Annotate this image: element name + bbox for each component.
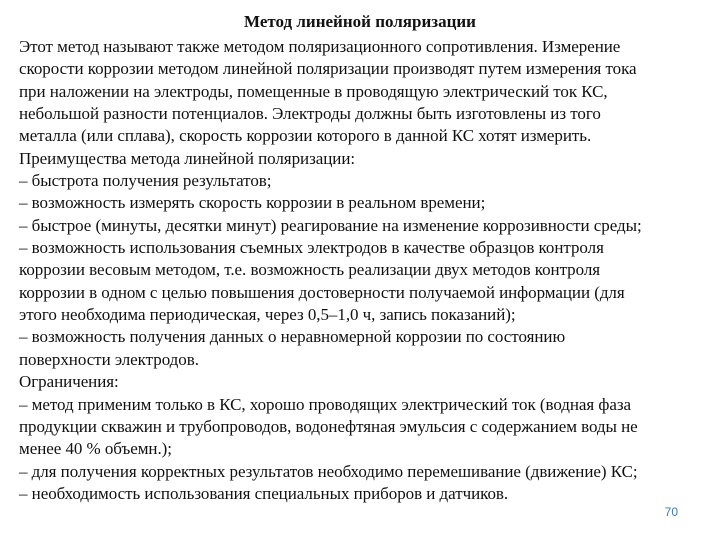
document-title: Метод линейной поляризации xyxy=(244,12,476,31)
list-item: – быстрота получения результатов; xyxy=(19,171,272,191)
text-line: продукции скважин и трубопроводов, водонефтяная эмульсия с содержанием воды не xyxy=(19,416,638,436)
list-item: – метод применим только в КС, хорошо проводящих электрический ток (водная фаза xyxy=(19,394,632,414)
text-line: коррозии в одном с целью повышения достоверности получаемой информации (для xyxy=(19,282,625,302)
list-item: – быстрое (минуты, десятки минут) реагирование на изменение коррозивности среды; xyxy=(19,215,642,235)
text-line: поверхности электродов. xyxy=(19,349,199,369)
text-line: металла (или сплава), скорость коррозии которого в данной КС хотят измерить. xyxy=(19,126,592,146)
list-item: – необходимость использования специальных приборов и датчиков. xyxy=(19,483,509,503)
body-text xyxy=(19,36,715,505)
list-item: – возможность измерять скорость коррозии в реальном времени; xyxy=(19,193,486,213)
page-number: 70 xyxy=(664,505,678,519)
section-heading-advantages: Преимущества метода линейной поляризации: xyxy=(19,148,356,168)
text-line: менее 40 % объемн.); xyxy=(19,439,172,459)
text-line: Этот метод называют также методом поляризационного сопротивления. Измерение xyxy=(19,37,621,56)
list-item: – возможность использования съемных электродов в качестве образцов контроля xyxy=(19,238,604,258)
text-line: при наложении на электроды, помещенные в проводящую электрический ток КС, xyxy=(19,81,608,101)
section-heading-limitations: Ограничения: xyxy=(19,372,119,392)
list-item: – для получения корректных результатов необходимо перемешивание (движение) КС; xyxy=(19,461,638,481)
text-line: этого необходима периодическая, через 0,5–1,0 ч, запись показаний); xyxy=(19,305,516,325)
text-line: скорости коррозии методом линейной поляризации производят путем измерения тока xyxy=(19,59,637,79)
text-line: коррозии весовым методом, т.е. возможность реализации двух методов контроля xyxy=(19,260,601,280)
list-item: – возможность получения данных о неравномерной коррозии по состоянию xyxy=(19,327,566,347)
text-line: небольшой разности потенциалов. Электроды должны быть изготовлены из того xyxy=(19,104,601,124)
